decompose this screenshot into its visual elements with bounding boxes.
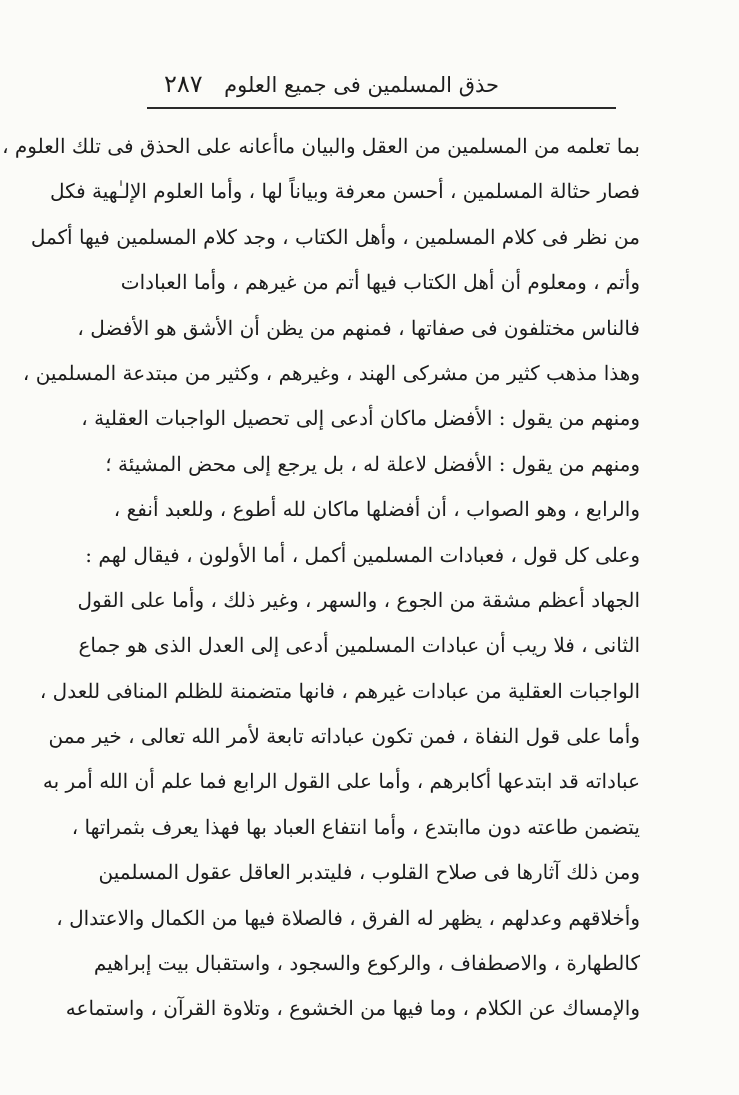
text-line: وأخلاقهم وعدلهم ، يظهر له الفرق ، فالصلاة فيها من الكمال والاعتدال ،	[56, 905, 640, 930]
text-line: والإمساك عن الكلام ، وما فيها من الخشوع ، وتلاوة القرآن ، واستماعه	[65, 996, 640, 1021]
text-line: كالطهارة ، والاصطفاف ، والركوع والسجود ، واستقبال بيت إبراهيم	[93, 951, 640, 976]
text-line: والرابع ، وهو الصواب ، أن أفضلها ماكان لله أطوع ، وللعبد أنفع ،	[113, 497, 640, 522]
text-line: من نظر فى كلام المسلمين ، وأهل الكتاب ، وجد كلام المسلمين فيها أكمل	[30, 224, 640, 249]
text-line: وأما على قول النفاة ، فمن تكون عباداته تابعة لأمر الله تعالى ، خير ممن	[48, 724, 640, 749]
text-line: فصار حثالة المسلمين ، أحسن معرفة وبياناً لها ، وأما العلوم الإلـٰهية فكل	[49, 179, 640, 204]
header-rule	[147, 107, 616, 109]
text-line: بما تعلمه من المسلمين من العقل والبيان ماأعانه على الحذق فى تلك العلوم ،	[2, 134, 640, 158]
page-number: ٢٨٧	[164, 70, 203, 98]
text-line: الجهاد أعظم مشقة من الجوع ، والسهر ، وغير ذلك ، وأما على القول	[77, 587, 640, 612]
running-title: حذق المسلمين فى جميع العلوم	[224, 73, 499, 97]
text-line: وهذا مذهب كثير من مشركى الهند ، وغيرهم ، وكثير من مبتدعة المسلمين ،	[22, 360, 640, 385]
body-text	[2, 124, 640, 1032]
text-line: الواجبات العقلية من عبادات غيرهم ، فانها متضمنة للظلم المنافى للعدل ،	[39, 678, 640, 703]
text-line: عباداته قد ابتدعها أكابرهم ، وأما على القول الرابع فما علم أن الله أمر به	[42, 769, 640, 794]
text-line: ومنهم من يقول : الأفضل ماكان أدعى إلى تحصيل الواجبات العقلية ،	[81, 406, 640, 431]
text-line: فالناس مختلفون فى صفاتها ، فمنهم من يظن أن الأشق هو الأفضل ،	[77, 315, 640, 340]
text-line: الثانى ، فلا ريب أن عبادات المسلمين أدعى إلى العدل الذى هو جماع	[78, 633, 640, 658]
text-line: وأتم ، ومعلوم أن أهل الكتاب فيها أتم من غيرهم ، وأما العبادات	[120, 270, 640, 295]
text-line: ومن ذلك آثارها فى صلاح القلوب ، فليتدبر العاقل عقول المسلمين	[98, 860, 640, 885]
text-line: يتضمن طاعته دون ماابتدع ، وأما انتفاع العباد بها فهذا يعرف بثمراتها ،	[71, 814, 640, 839]
text-line: وعلى كل قول ، فعبادات المسلمين أكمل ، أما الأولون ، فيقال لهم :	[85, 542, 640, 567]
text-line: ومنهم من يقول : الأفضل لاعلة له ، بل يرجع إلى محض المشيئة ؛	[105, 451, 640, 476]
